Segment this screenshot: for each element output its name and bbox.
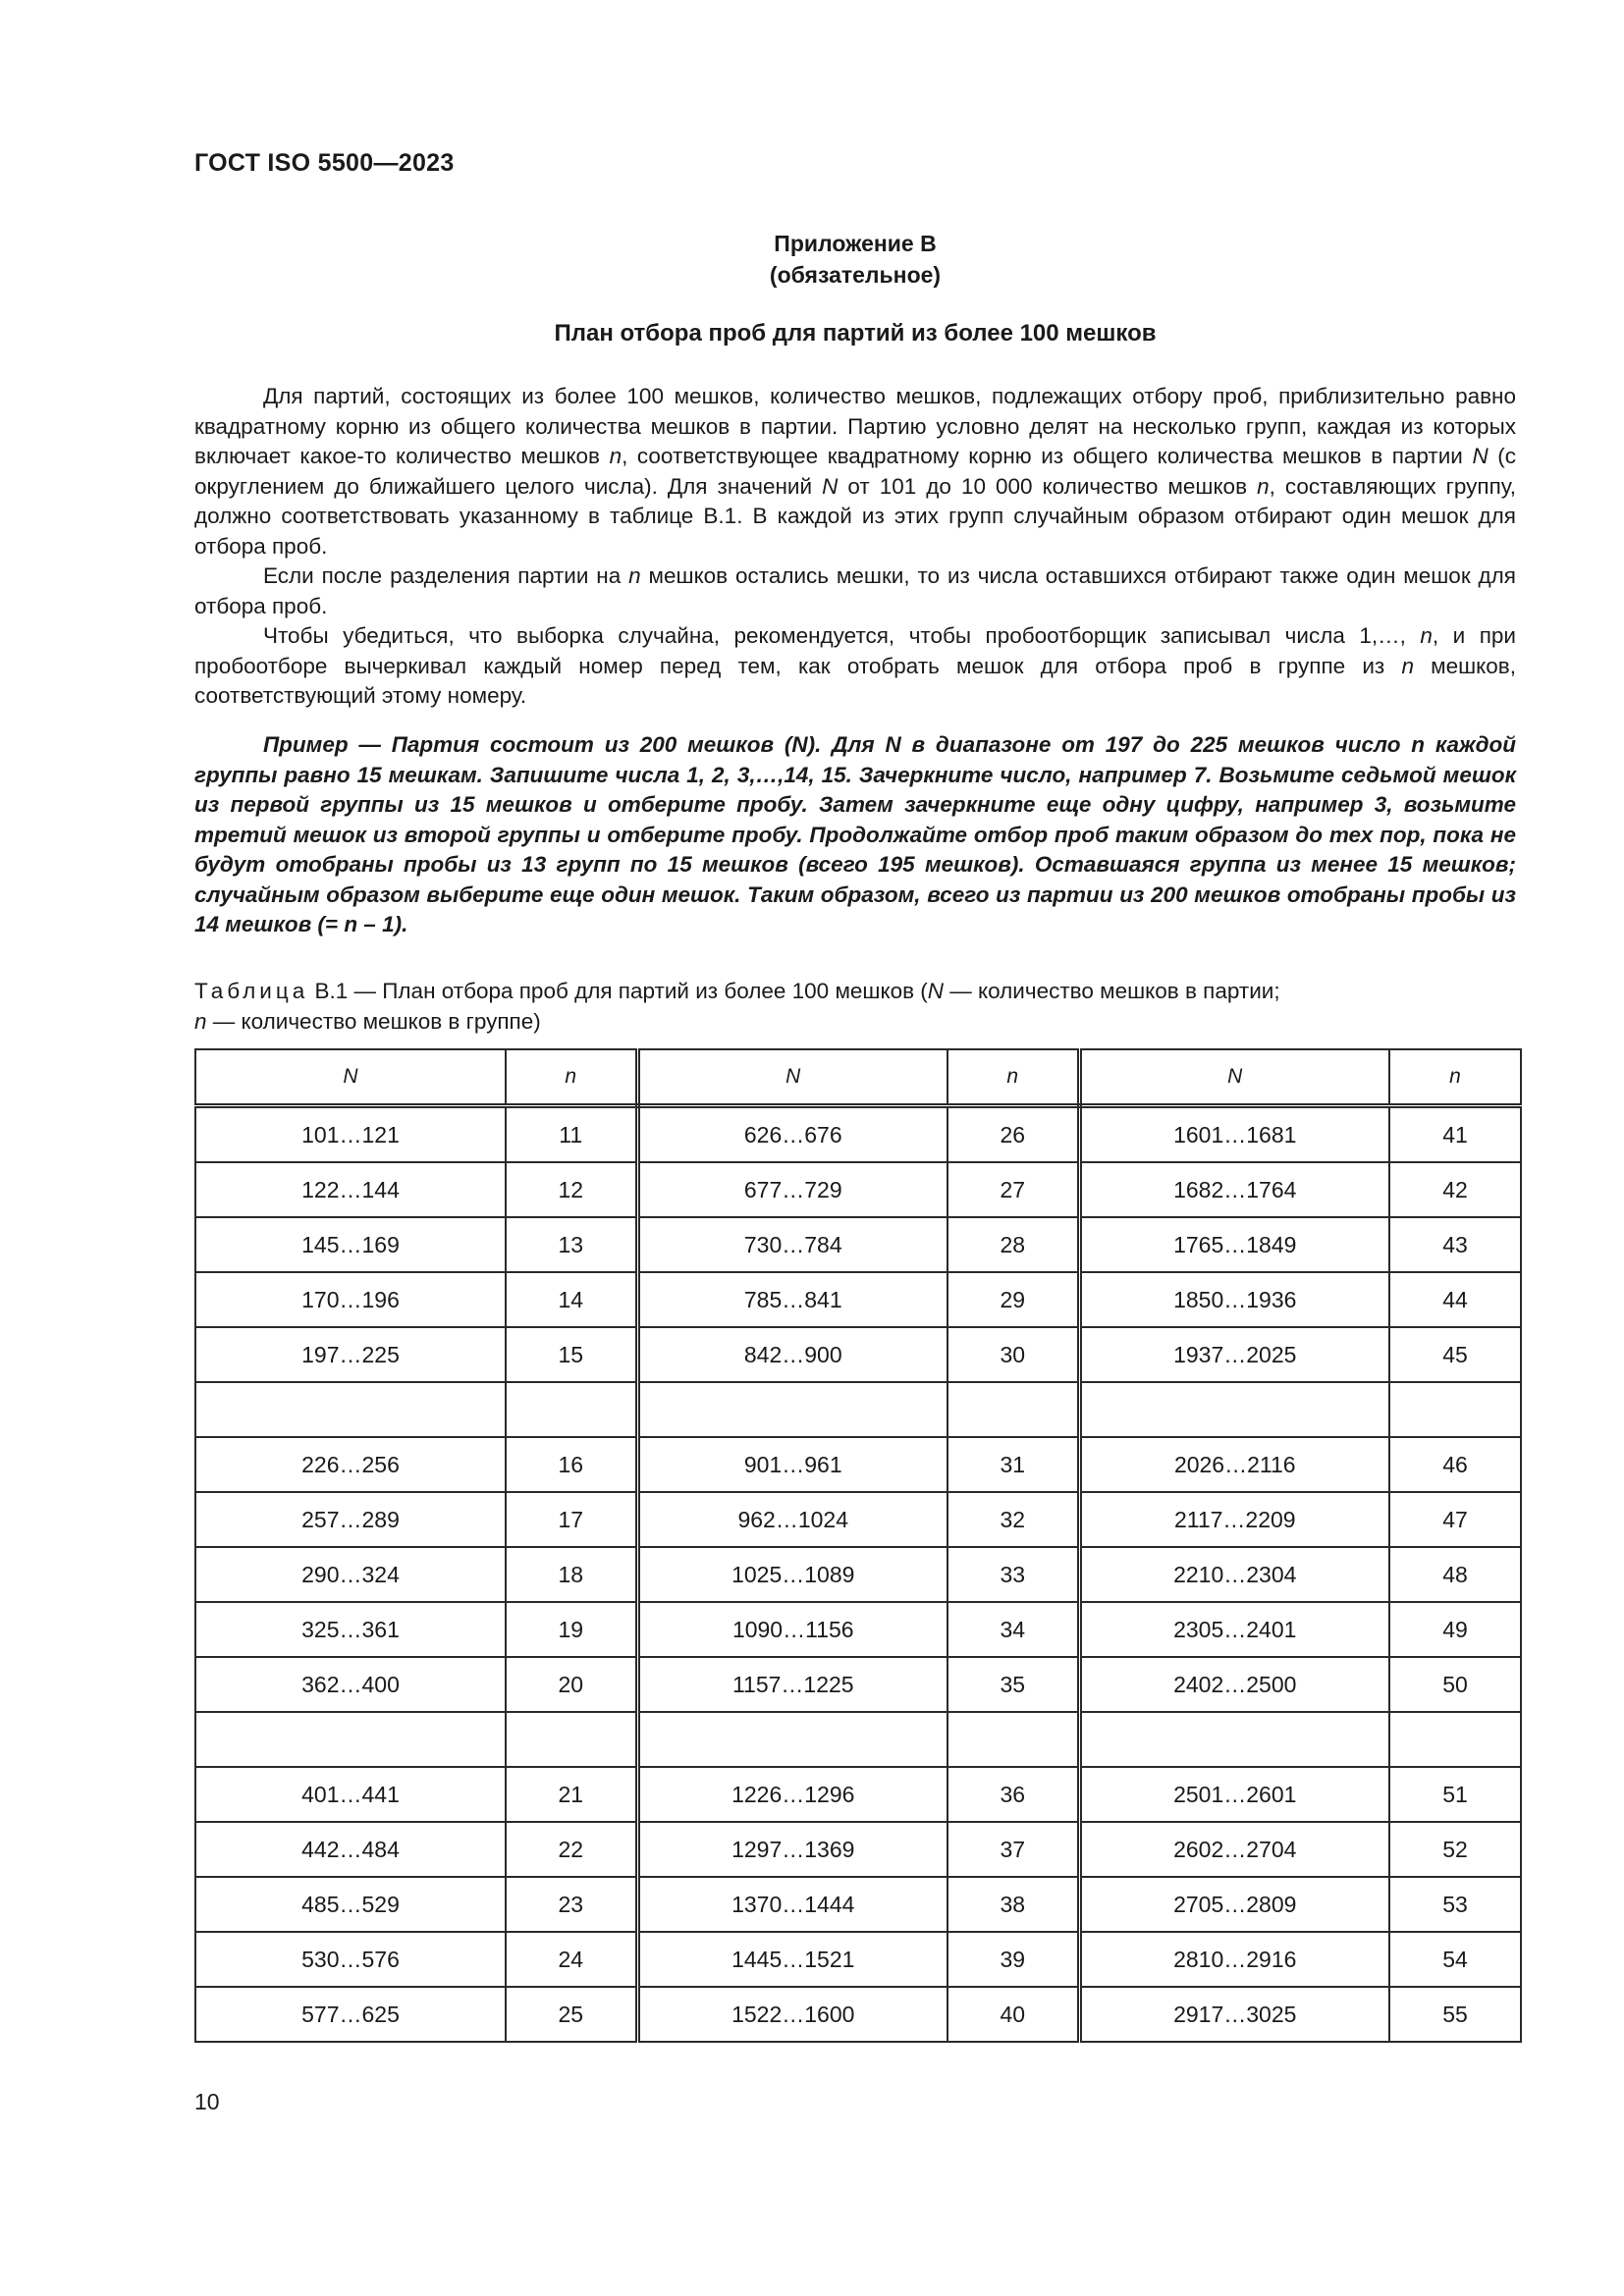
table-cell: 122…144 xyxy=(195,1162,506,1217)
table-row xyxy=(195,1602,1521,1657)
table-cell: 42 xyxy=(1389,1162,1521,1217)
table-cell: 1682…1764 xyxy=(1079,1162,1389,1217)
paragraph-3 xyxy=(194,621,1516,712)
column-header: n xyxy=(1389,1049,1521,1106)
table-cell: 1765…1849 xyxy=(1079,1217,1389,1272)
table-cell: 2501…2601 xyxy=(1079,1767,1389,1822)
table-cell: 46 xyxy=(1389,1437,1521,1492)
table-cell: 51 xyxy=(1389,1767,1521,1822)
table-cell xyxy=(1079,1382,1389,1437)
table-cell: 30 xyxy=(947,1327,1079,1382)
table-cell: 442…484 xyxy=(195,1822,506,1877)
table-cell: 52 xyxy=(1389,1822,1521,1877)
table-cell: 485…529 xyxy=(195,1877,506,1932)
annex-label: Приложение В xyxy=(774,231,937,256)
table-row xyxy=(195,1932,1521,1987)
table-cell: 41 xyxy=(1389,1106,1521,1163)
table-cell: 226…256 xyxy=(195,1437,506,1492)
caption-line-1 xyxy=(194,977,1516,1007)
table-cell: 49 xyxy=(1389,1602,1521,1657)
symbol-n: n xyxy=(1420,623,1433,648)
table-cell: 901…961 xyxy=(637,1437,947,1492)
table-row xyxy=(195,1382,1521,1437)
text-run: Если после разделения партии на xyxy=(263,563,629,588)
table-cell: 2305…2401 xyxy=(1079,1602,1389,1657)
table-cell: 47 xyxy=(1389,1492,1521,1547)
example-text: Пример — Партия состоит из 200 мешков (N). Для N в диапазоне от 197 до 225 мешков число n каждой группы равно 15 мешкам. Запишите числа 1, 2, 3,…,14, 15. Зачеркните число, например 7. Возьмите седьмой мешок из первой группы из 15 мешков и отберите пробу. Затем зачеркните еще одну цифру, например 3, возьмите третий мешок из второй группы и отберите пробу. Продолжайте отбор проб таким образом до тех пор, пока не будут отобраны пробы из 13 групп по 15 мешков (всего 195 мешков). Оставшаяся группа из менее 15 мешков; случайным образом выберите еще один мешок. Таким образом, всего из партии из 200 мешков отобраны пробы из 14 мешков (= n – 1). xyxy=(194,732,1516,936)
symbol-n: n xyxy=(609,444,623,468)
table-row xyxy=(195,1492,1521,1547)
symbol-N: N xyxy=(1472,444,1489,468)
text-run: мешков остались мешки, то из числа оставшихся отбирают также один мешок для отбора проб. xyxy=(194,563,1516,618)
table-cell: 401…441 xyxy=(195,1767,506,1822)
table-cell: 50 xyxy=(1389,1657,1521,1712)
paragraph-2 xyxy=(194,561,1516,621)
text-run: от 101 до 10 000 количество мешков xyxy=(838,473,1258,499)
header-row xyxy=(195,1049,1521,1106)
table-cell xyxy=(506,1712,637,1767)
table-cell: 16 xyxy=(506,1437,637,1492)
symbol-n: n xyxy=(628,563,641,588)
table-row xyxy=(195,1437,1521,1492)
table-cell: 12 xyxy=(506,1162,637,1217)
table-cell: 23 xyxy=(506,1877,637,1932)
table-cell: 1226…1296 xyxy=(637,1767,947,1822)
table-cell: 1157…1225 xyxy=(637,1657,947,1712)
body-text xyxy=(194,382,1516,712)
table-cell: 24 xyxy=(506,1932,637,1987)
table-cell: 44 xyxy=(1389,1272,1521,1327)
table-cell: 26 xyxy=(947,1106,1079,1163)
table-cell xyxy=(1389,1712,1521,1767)
table-row xyxy=(195,1272,1521,1327)
page-number: 10 xyxy=(194,2089,220,2114)
table-cell: 1025…1089 xyxy=(637,1547,947,1602)
table-cell: 962…1024 xyxy=(637,1492,947,1547)
table-cell: 14 xyxy=(506,1272,637,1327)
table-cell: 626…676 xyxy=(637,1106,947,1163)
table-cell: 31 xyxy=(947,1437,1079,1492)
caption-word: Таблица xyxy=(194,979,309,1003)
table-cell: 11 xyxy=(506,1106,637,1163)
table-cell: 36 xyxy=(947,1767,1079,1822)
text-run: (с округлением до ближайшего целого числа). Для значений xyxy=(194,444,1516,499)
table-cell xyxy=(637,1382,947,1437)
table-cell: 48 xyxy=(1389,1547,1521,1602)
table-cell: 170…196 xyxy=(195,1272,506,1327)
table-cell xyxy=(947,1712,1079,1767)
table-row xyxy=(195,1877,1521,1932)
table-cell: 20 xyxy=(506,1657,637,1712)
text-run: мешков, соответствующий этому номеру. xyxy=(194,653,1516,708)
table-cell: 677…729 xyxy=(637,1162,947,1217)
table-cell: 1601…1681 xyxy=(1079,1106,1389,1163)
sampling-table xyxy=(194,1048,1522,2043)
table-cell: 1297…1369 xyxy=(637,1822,947,1877)
annex-title: План отбора проб для партий из более 100 мешков xyxy=(554,320,1157,347)
sampling-table-container xyxy=(194,1048,1518,2043)
document-code: ГОСТ ISO 5500—2023 xyxy=(194,149,455,177)
annex-heading xyxy=(194,228,1516,291)
table-cell: 2705…2809 xyxy=(1079,1877,1389,1932)
table-caption xyxy=(194,977,1516,1037)
table-row xyxy=(195,1822,1521,1877)
symbol-N: N xyxy=(822,473,839,499)
table-cell xyxy=(1389,1382,1521,1437)
table-row xyxy=(195,1547,1521,1602)
annex-status: (обязательное) xyxy=(769,262,942,288)
text-run: , и при пробоотборе вычеркивал каждый номер перед тем, как отобрать мешок для отбора проб в группе из xyxy=(194,623,1517,678)
table-cell: 33 xyxy=(947,1547,1079,1602)
column-header: N xyxy=(637,1049,947,1106)
column-header: n xyxy=(947,1049,1079,1106)
table-cell: 27 xyxy=(947,1162,1079,1217)
column-header: n xyxy=(506,1049,637,1106)
table-row xyxy=(195,1987,1521,2042)
table-row xyxy=(195,1657,1521,1712)
table-cell: 19 xyxy=(506,1602,637,1657)
table-cell: 28 xyxy=(947,1217,1079,1272)
table-cell xyxy=(637,1712,947,1767)
table-cell: 38 xyxy=(947,1877,1079,1932)
table-cell: 730…784 xyxy=(637,1217,947,1272)
table-row xyxy=(195,1162,1521,1217)
table-cell: 2402…2500 xyxy=(1079,1657,1389,1712)
text-run: , составляющих группу, должно соответствовать указанному в таблице В.1. В каждой из этих групп случайным образом отбирают один мешок для отбора проб. xyxy=(194,473,1517,559)
table-cell: 2210…2304 xyxy=(1079,1547,1389,1602)
table-cell: 25 xyxy=(506,1987,637,2042)
table-cell: 35 xyxy=(947,1657,1079,1712)
table-cell: 45 xyxy=(1389,1327,1521,1382)
table-cell xyxy=(506,1382,637,1437)
symbol-N: N xyxy=(927,979,945,1003)
table-cell: 40 xyxy=(947,1987,1079,2042)
table-cell: 29 xyxy=(947,1272,1079,1327)
table-cell: 34 xyxy=(947,1602,1079,1657)
table-cell: 1445…1521 xyxy=(637,1932,947,1987)
table-row xyxy=(195,1767,1521,1822)
table-cell: 257…289 xyxy=(195,1492,506,1547)
text-run: — количество мешков в группе) xyxy=(206,1008,541,1034)
column-header: N xyxy=(195,1049,506,1106)
table-row xyxy=(195,1327,1521,1382)
caption-line-2 xyxy=(194,1007,1516,1038)
table-cell: 842…900 xyxy=(637,1327,947,1382)
table-cell: 101…121 xyxy=(195,1106,506,1163)
table-cell xyxy=(195,1712,506,1767)
table-cell: 21 xyxy=(506,1767,637,1822)
table-cell: 362…400 xyxy=(195,1657,506,1712)
table-cell: 54 xyxy=(1389,1932,1521,1987)
table-cell: 1850…1936 xyxy=(1079,1272,1389,1327)
table-cell: 2026…2116 xyxy=(1079,1437,1389,1492)
symbol-n: n xyxy=(194,1008,207,1034)
example-block xyxy=(194,730,1516,940)
column-header: N xyxy=(1079,1049,1389,1106)
text-run: — количество мешков в партии; xyxy=(944,979,1280,1003)
symbol-n: n xyxy=(1401,653,1414,678)
table-body xyxy=(195,1106,1521,2043)
table-cell: 18 xyxy=(506,1547,637,1602)
table-cell: 530…576 xyxy=(195,1932,506,1987)
table-cell: 39 xyxy=(947,1932,1079,1987)
table-cell: 325…361 xyxy=(195,1602,506,1657)
table-row xyxy=(195,1217,1521,1272)
table-cell: 145…169 xyxy=(195,1217,506,1272)
table-cell: 17 xyxy=(506,1492,637,1547)
table-cell: 1370…1444 xyxy=(637,1877,947,1932)
table-cell: 1522…1600 xyxy=(637,1987,947,2042)
table-cell: 55 xyxy=(1389,1987,1521,2042)
table-cell: 2602…2704 xyxy=(1079,1822,1389,1877)
table-cell: 53 xyxy=(1389,1877,1521,1932)
text-run: , соответствующее квадратному корню из общего количества мешков в партии xyxy=(622,444,1473,468)
table-cell xyxy=(947,1382,1079,1437)
table-cell: 15 xyxy=(506,1327,637,1382)
table-cell: 1937…2025 xyxy=(1079,1327,1389,1382)
symbol-n: n xyxy=(1257,473,1270,499)
table-header xyxy=(195,1049,1521,1106)
table-row xyxy=(195,1712,1521,1767)
table-cell: 37 xyxy=(947,1822,1079,1877)
table-cell: 32 xyxy=(947,1492,1079,1547)
table-cell xyxy=(1079,1712,1389,1767)
table-cell: 1090…1156 xyxy=(637,1602,947,1657)
table-cell xyxy=(195,1382,506,1437)
table-cell: 43 xyxy=(1389,1217,1521,1272)
table-cell: 13 xyxy=(506,1217,637,1272)
table-cell: 2810…2916 xyxy=(1079,1932,1389,1987)
table-cell: 22 xyxy=(506,1822,637,1877)
text-run: Чтобы убедиться, что выборка случайна, рекомендуется, чтобы пробоотборщик записывал числа 1,…, xyxy=(263,623,1421,648)
table-cell: 785…841 xyxy=(637,1272,947,1327)
table-cell: 197…225 xyxy=(195,1327,506,1382)
table-cell: 2917…3025 xyxy=(1079,1987,1389,2042)
paragraph-1 xyxy=(194,382,1516,561)
text-run: В.1 — План отбора проб для партий из более 100 мешков ( xyxy=(308,979,928,1003)
text-run: Для партий, состоящих из более 100 мешков, количество мешков, подлежащих отбору проб, приблизительно равно квадратному корню из общего количества мешков в партии. Партию условно делят на несколько групп, каждая из которых включает какое-то количество мешков xyxy=(194,384,1516,468)
table-cell: 290…324 xyxy=(195,1547,506,1602)
table-cell: 577…625 xyxy=(195,1987,506,2042)
table-row xyxy=(195,1106,1521,1163)
table-cell: 2117…2209 xyxy=(1079,1492,1389,1547)
